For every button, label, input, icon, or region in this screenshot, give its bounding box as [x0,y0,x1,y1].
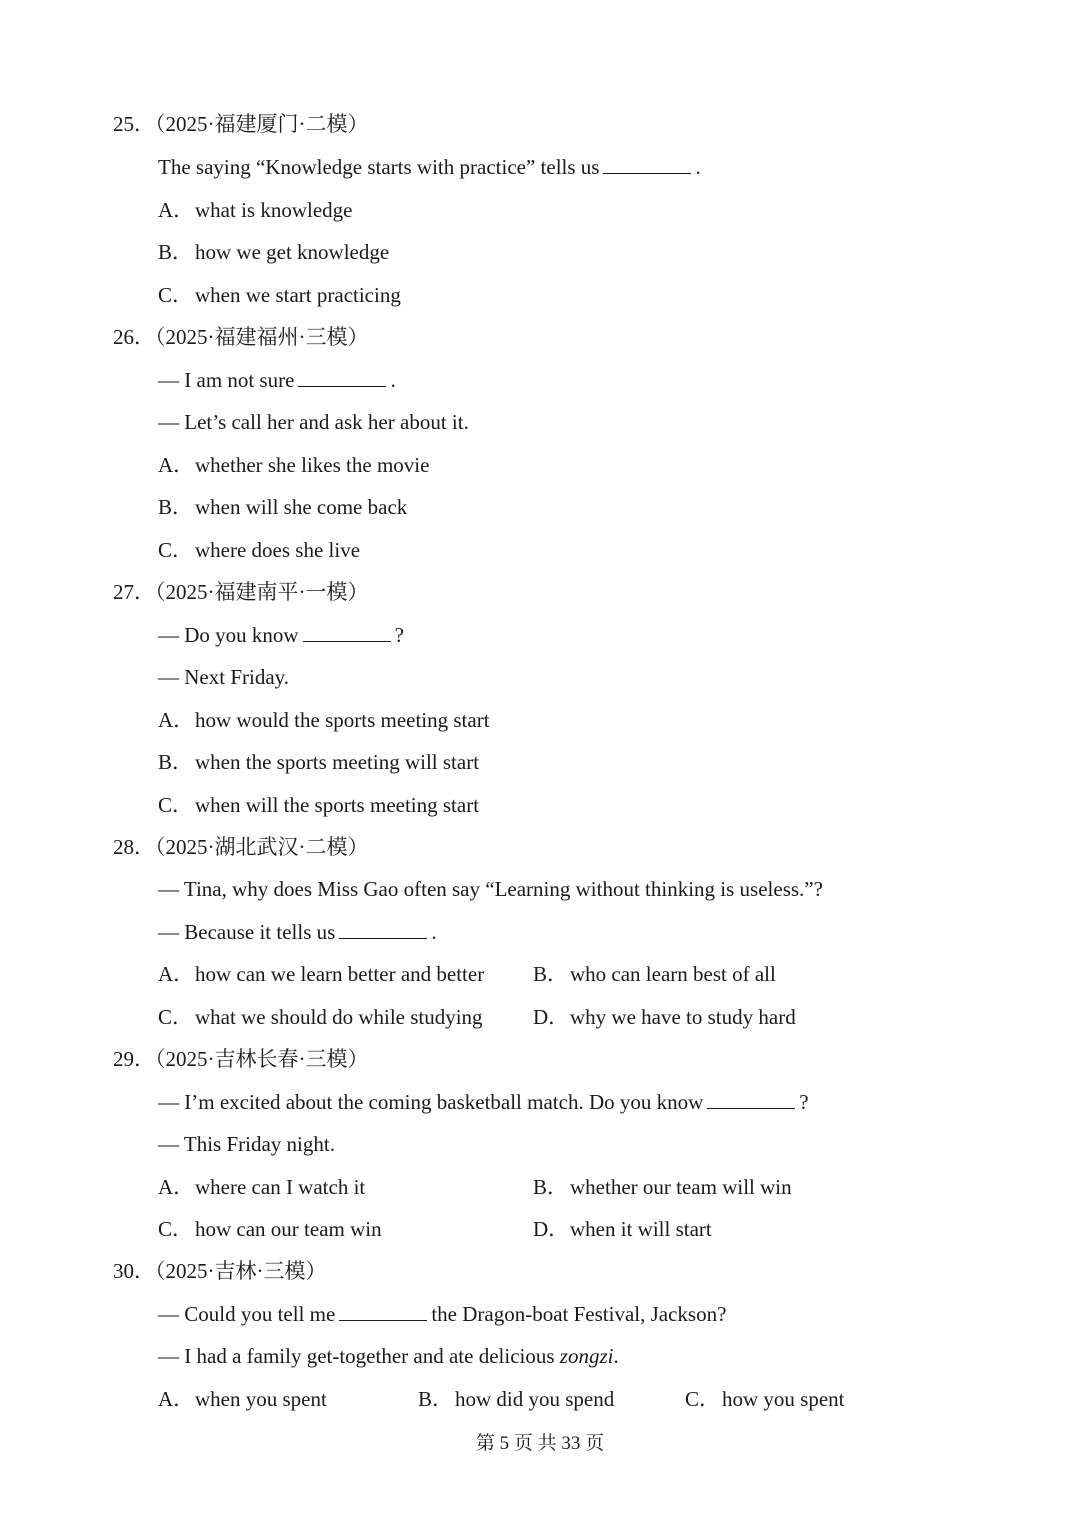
answer-blank [707,1088,795,1109]
option-a [158,706,490,734]
option-text: when will the sports meeting start [195,793,480,817]
option-a [158,196,352,224]
dialog-text: — I’m excited about the coming basketball match. Do you know [158,1090,704,1114]
question-27-header [113,578,369,606]
option-letter: C． [158,538,194,562]
question-26-header [113,323,369,351]
dialog-line-1 [158,366,396,394]
option-text: where can I watch it [195,1175,366,1199]
option-letter: B． [533,1175,569,1199]
option-text: how you spent [722,1387,845,1411]
dialog-line-1: — Tina, why does Miss Gao often say “Learning without thinking is useless.”? [158,877,823,901]
question-number: 29． [113,1047,155,1071]
option-letter: A． [158,198,195,222]
option-b [418,1385,614,1413]
stem-text: The saying “Knowledge starts with practice” tells us [158,155,600,179]
option-text: when the sports meeting will start [195,750,480,774]
question-30-header [113,1257,327,1285]
option-letter: A． [158,708,195,732]
option-text: who can learn best of all [570,962,776,986]
option-b [533,1173,792,1201]
question-number: 28． [113,835,155,859]
question-source: （2025·吉林长春·三模） [155,1047,369,1071]
answer-blank [303,621,391,642]
option-letter: D． [533,1217,570,1241]
option-text: where does she live [195,538,361,562]
dialog-text-end: . [613,1344,619,1368]
dialog-line-2: — Let’s call her and ask her about it. [158,410,469,434]
dialog-line-2: — Next Friday. [158,665,290,689]
option-letter: C． [158,1005,194,1029]
option-letter: D． [533,1005,570,1029]
dialog-text: — Because it tells us [158,920,336,944]
option-letter: B． [158,495,194,519]
question-source: （2025·吉林·三模） [155,1259,327,1283]
option-text: whether she likes the movie [195,453,430,477]
option-text: how can our team win [195,1217,382,1241]
dialog-text-end: . [390,368,396,392]
option-text: how would the sports meeting start [195,708,490,732]
option-letter: A． [158,1387,195,1411]
dialog-text-end: the Dragon-boat Festival, Jackson? [431,1302,727,1326]
option-text: how did you spend [455,1387,615,1411]
dialog-italic-word: zongzi [559,1344,614,1368]
option-text: whether our team will win [570,1175,792,1199]
option-b [158,238,389,266]
option-letter: A． [158,1175,195,1199]
question-number: 30． [113,1259,155,1283]
option-a [158,960,484,988]
question-source: （2025·福建福州·三模） [155,325,369,349]
option-c [158,1215,382,1243]
option-letter: A． [158,453,195,477]
dialog-line-2 [158,1342,619,1370]
dialog-line-2 [158,918,437,946]
question-source: （2025·福建厦门·二模） [155,112,369,136]
option-text: how we get knowledge [195,240,390,264]
option-c [685,1385,845,1413]
option-text: what is knowledge [195,198,353,222]
dialog-text-end: ? [799,1090,809,1114]
option-text: when it will start [570,1217,712,1241]
dialog-text-end: . [431,920,437,944]
option-text: when you spent [195,1387,327,1411]
option-a [158,1173,365,1201]
answer-blank [603,153,691,174]
option-letter: C． [158,793,194,817]
dialog-line-1 [158,1300,726,1328]
option-letter: B． [158,750,194,774]
question-source: （2025·湖北武汉·二模） [155,835,369,859]
dialog-line-1 [158,1088,809,1116]
dialog-line-2: — This Friday night. [158,1132,335,1156]
option-b [158,748,479,776]
option-letter: B． [158,240,194,264]
question-25-stem [158,153,701,181]
question-number: 26． [113,325,155,349]
answer-blank [339,918,427,939]
option-letter: C． [158,1217,194,1241]
question-source: （2025·福建南平·一模） [155,580,369,604]
answer-blank [298,366,386,387]
question-25-header [113,110,369,138]
dialog-line-1 [158,621,404,649]
question-number: 27． [113,580,155,604]
dialog-text: — Do you know [158,623,299,647]
option-text: when will she come back [195,495,408,519]
page-footer: 第 5 页 共 33 页 [475,1433,605,1454]
dialog-text-end: ? [394,623,404,647]
dialog-text: — I had a family get-together and ate delicious [158,1344,555,1368]
option-letter: B． [533,962,569,986]
option-d [533,1215,712,1243]
option-a [158,451,429,479]
question-29-header [113,1045,369,1073]
dialog-text: — Could you tell me [158,1302,336,1326]
option-text: why we have to study hard [570,1005,796,1029]
option-text: what we should do while studying [195,1005,483,1029]
question-number: 25． [113,112,155,136]
option-c [158,1003,483,1031]
option-letter: C． [158,283,194,307]
option-b [158,493,407,521]
option-c [158,791,479,819]
dialog-text: — I am not sure [158,368,295,392]
option-letter: A． [158,962,195,986]
option-letter: B． [418,1387,454,1411]
question-28-header [113,833,369,861]
option-a [158,1385,327,1413]
option-b [533,960,776,988]
stem-text-end: . [695,155,701,179]
option-text: when we start practicing [195,283,401,307]
answer-blank [339,1300,427,1321]
option-letter: C． [685,1387,721,1411]
option-c [158,281,401,309]
option-text: how can we learn better and better [195,962,485,986]
option-d [533,1003,796,1031]
option-c [158,536,360,564]
